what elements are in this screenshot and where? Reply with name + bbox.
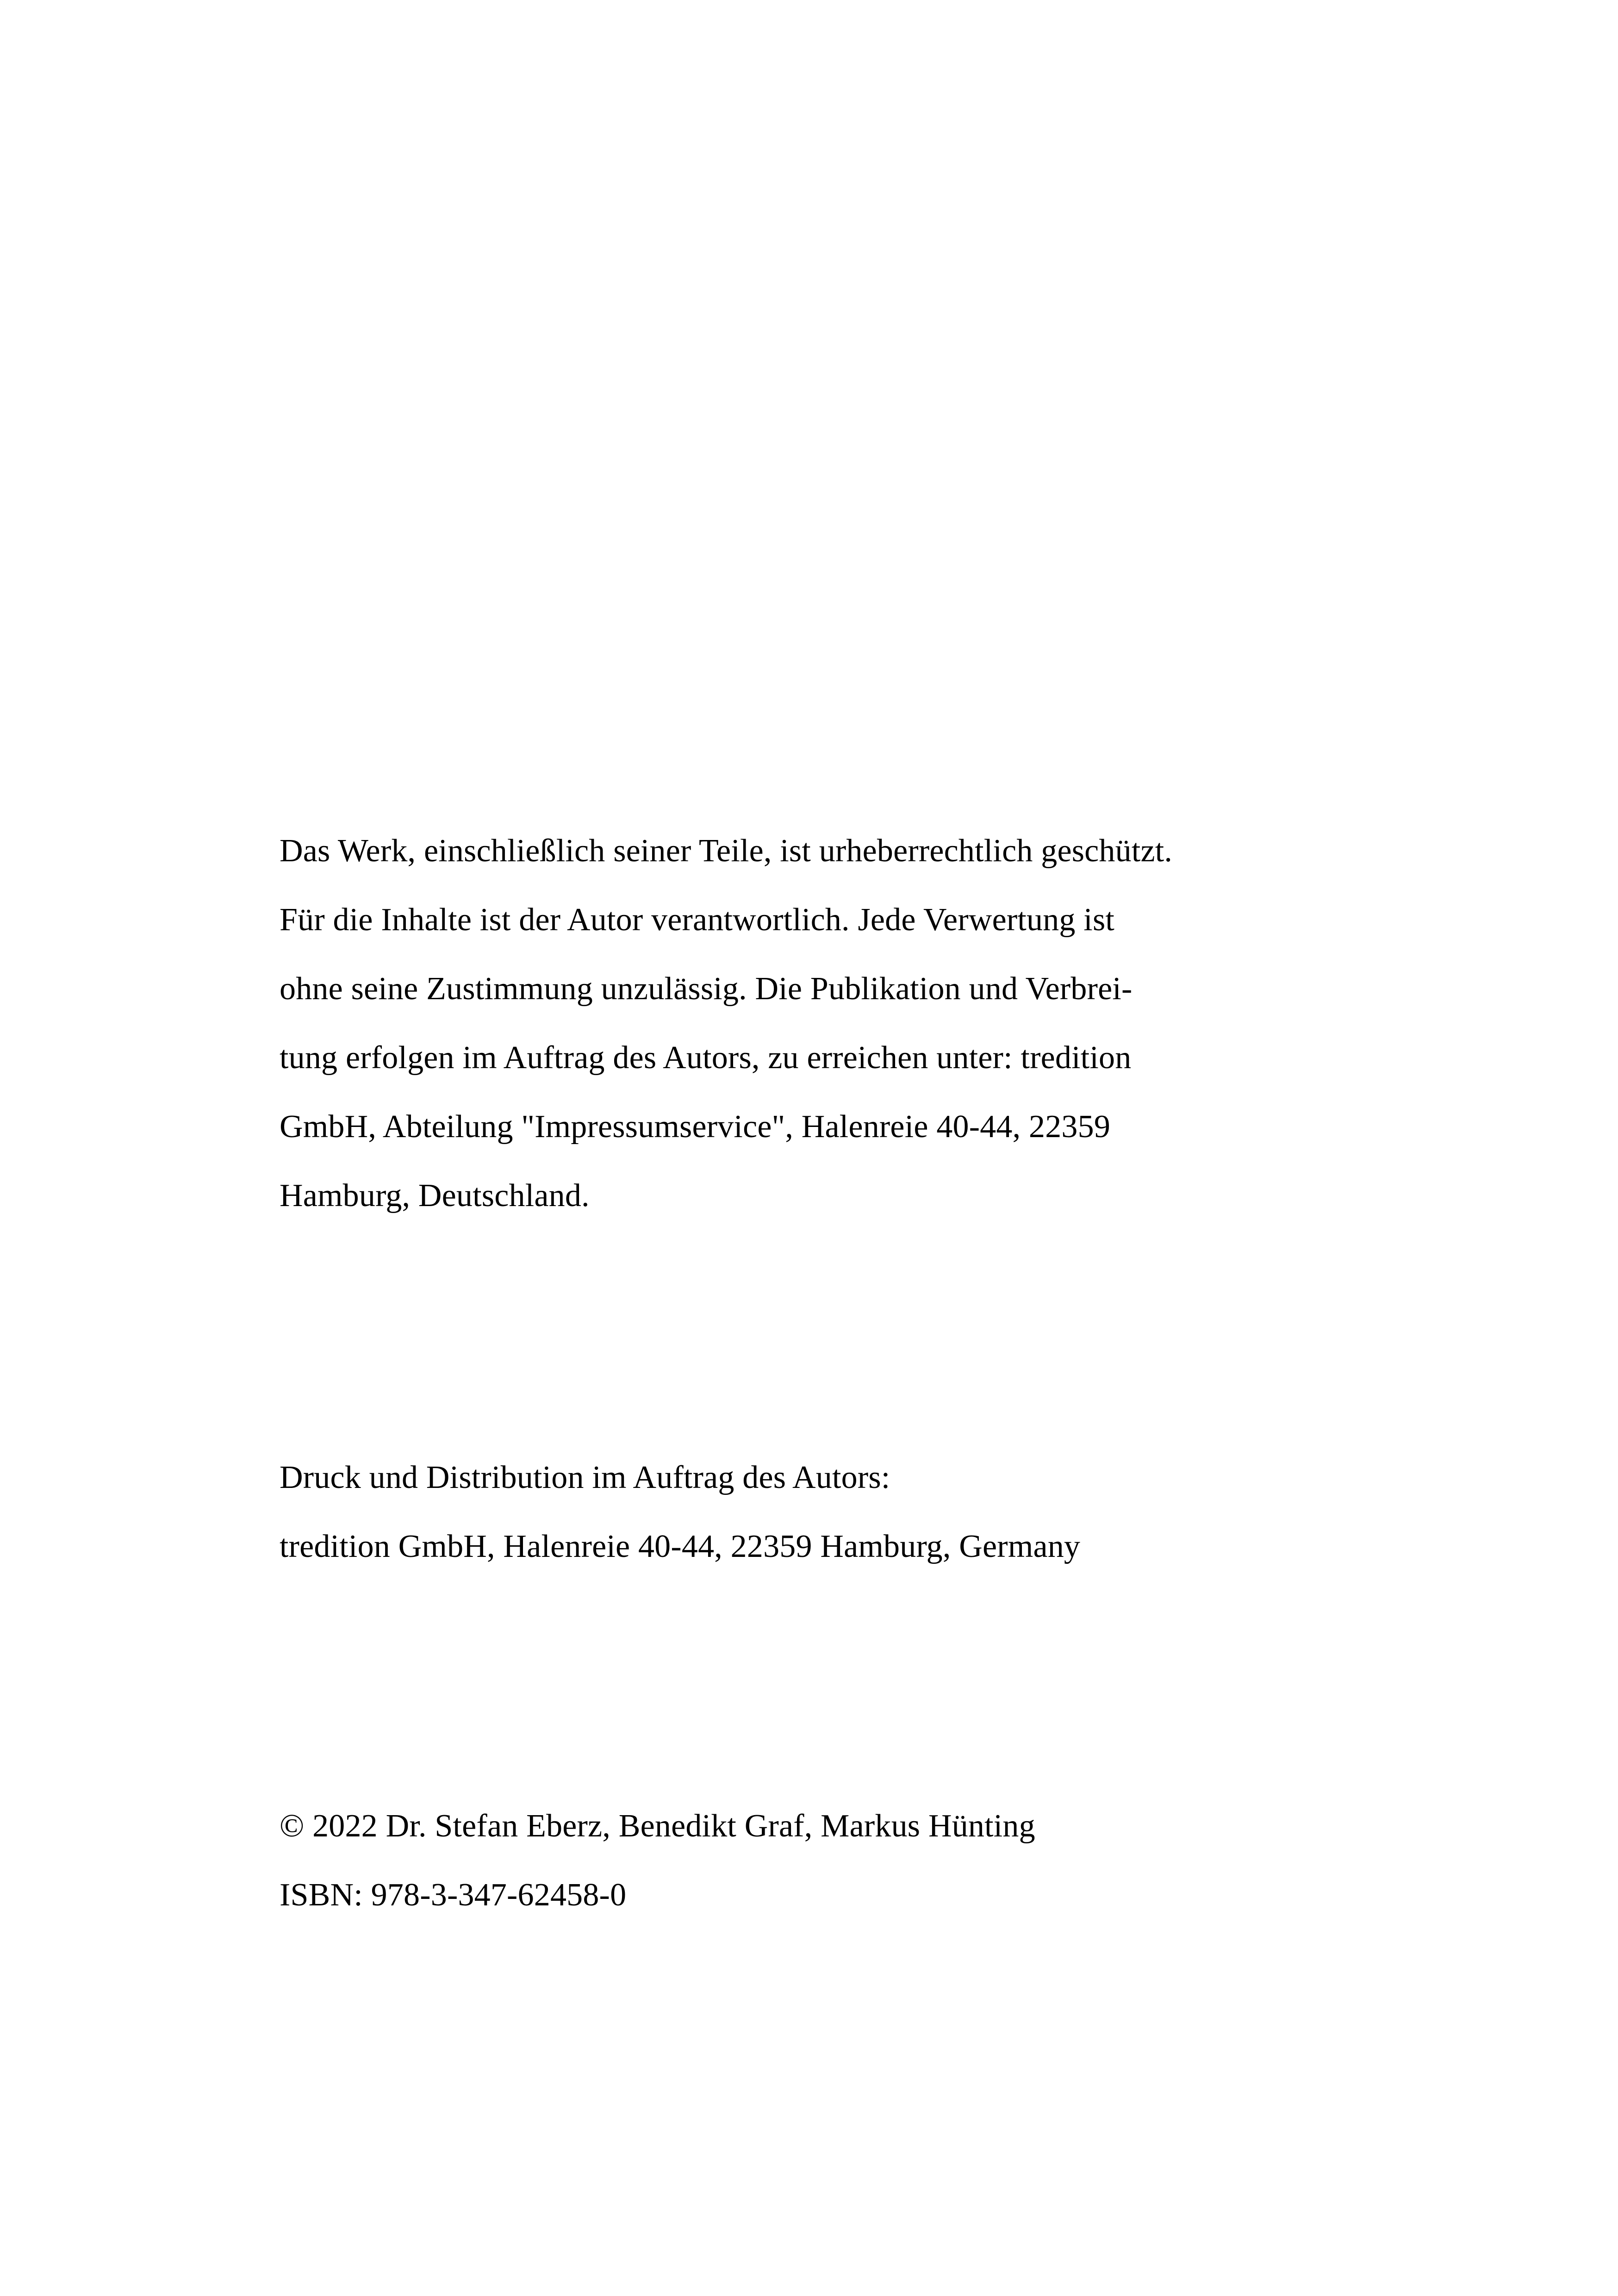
distribution-line: Druck und Distribution im Auftrag des Autors: <box>280 1460 890 1495</box>
copyright-notice-line: ohne seine Zustimmung unzulässig. Die Publikation und Verbrei- <box>280 971 1133 1007</box>
distribution-line: tredition GmbH, Halenreie 40-44, 22359 Hamburg, Germany <box>280 1529 1081 1564</box>
copyright-isbn-paragraph <box>280 1792 1400 1929</box>
isbn-line: ISBN: 978-3-347-62458-0 <box>280 1877 627 1913</box>
copyright-notice-line: Das Werk, einschließlich seiner Teile, ist urheberrechtlich geschützt. <box>280 833 1173 869</box>
copyright-notice-line: Für die Inhalte ist der Autor verantwortlich. Jede Verwertung ist <box>280 902 1115 938</box>
copyright-notice-paragraph <box>280 816 1400 1230</box>
copyright-year-authors-line: © 2022 Dr. Stefan Eberz, Benedikt Graf, Markus Hünting <box>280 1808 1035 1844</box>
copyright-notice-line: Hamburg, Deutschland. <box>280 1178 590 1213</box>
copyright-notice-line: GmbH, Abteilung "Impressumservice", Halenreie 40-44, 22359 <box>280 1109 1111 1145</box>
copyright-notice-line: tung erfolgen im Auftrag des Autors, zu erreichen unter: tredition <box>280 1040 1132 1076</box>
distribution-paragraph <box>280 1443 1400 1581</box>
